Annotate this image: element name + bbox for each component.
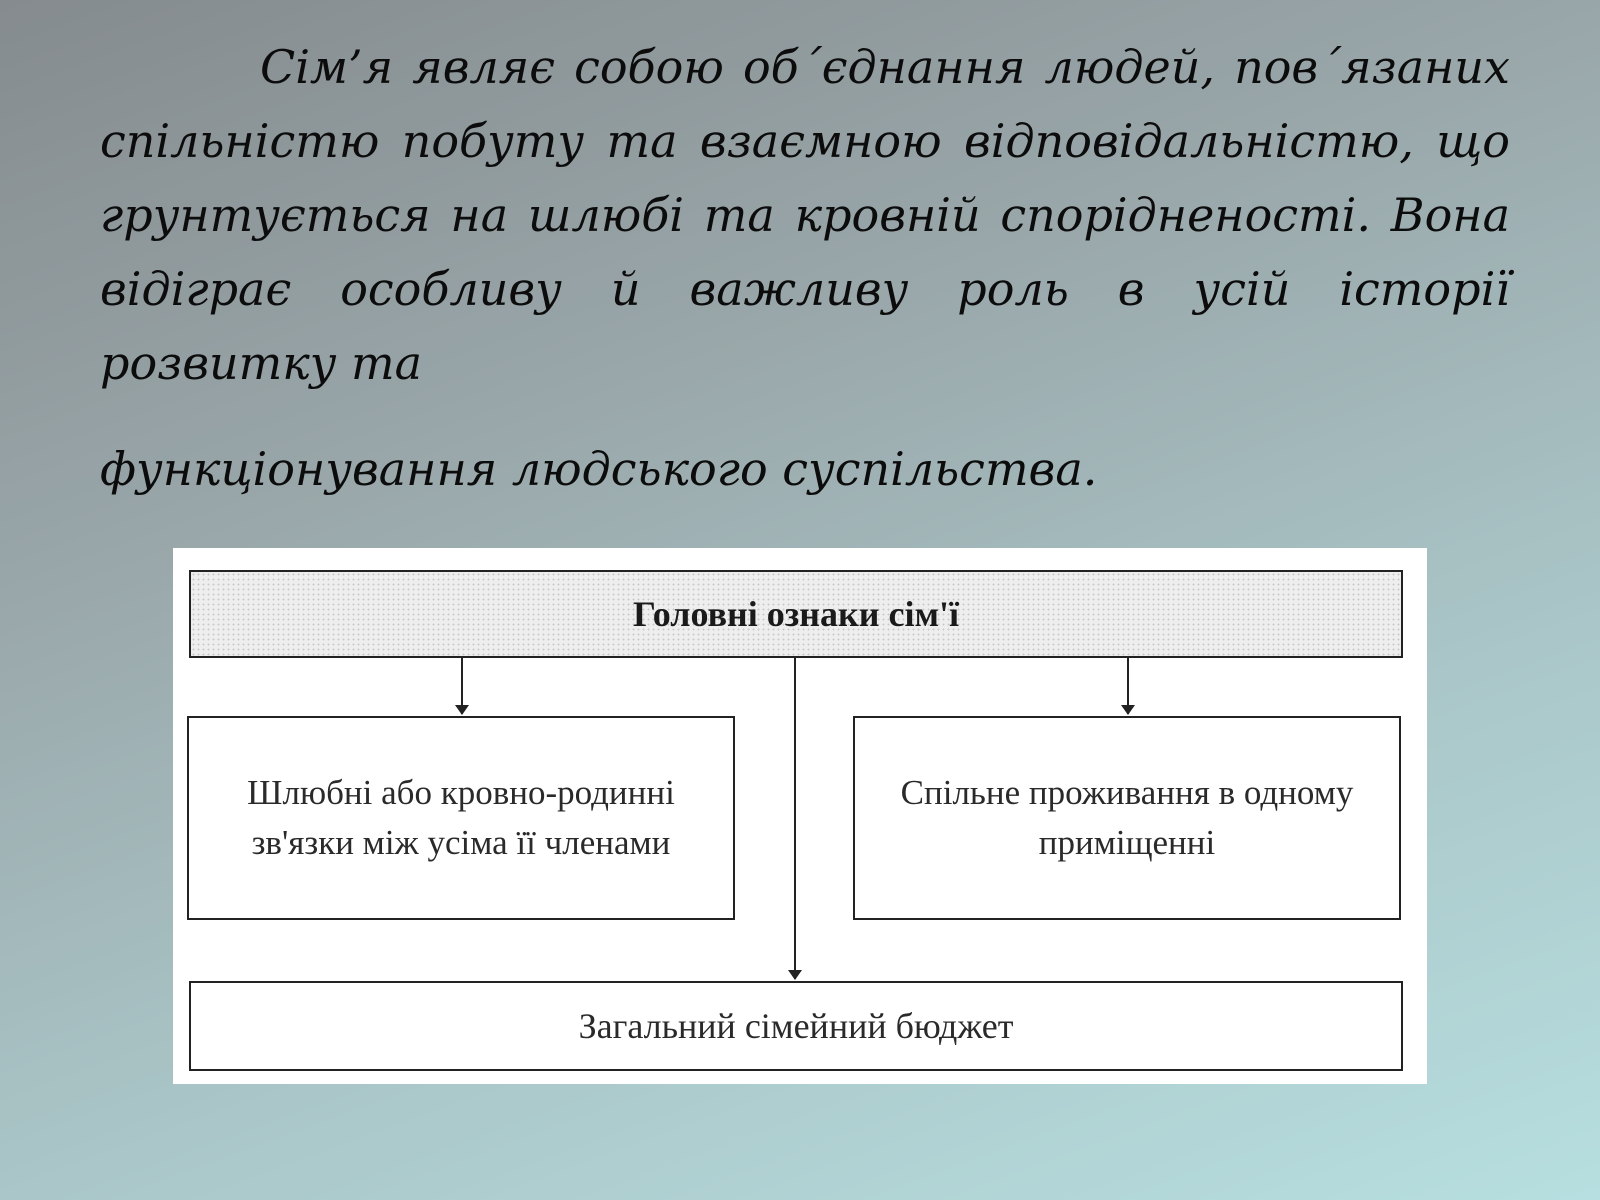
main-features-header-label: Головні ознаки сім'ї [633,594,959,634]
family-budget-box [189,981,1403,1071]
family-budget-label: Загальний сімейний бюджет [578,1006,1014,1046]
intro-paragraph [100,30,1510,506]
family-features-diagram [173,548,1427,1084]
intro-paragraph-main: Сім’я являє собою об´єднання людей, пов´язаних спільністю побуту та взаємною відповідальністю, що грунтується на шлюбі та кровній спорідненості. Вона відіграє особливу й важливу роль в усій історії розвитку та [100,40,1510,390]
shared-residence-box [853,716,1401,920]
marital-kinship-ties-label: Шлюбні або кровно-родинні зв'язки між усіма її членами [247,773,675,862]
marital-kinship-ties-box [187,716,735,920]
shared-residence-label: Спільне проживання в одному приміщенні [900,773,1354,862]
main-features-header-box [189,570,1403,658]
intro-paragraph-tail: функціонування людського суспільства. [100,442,1098,496]
